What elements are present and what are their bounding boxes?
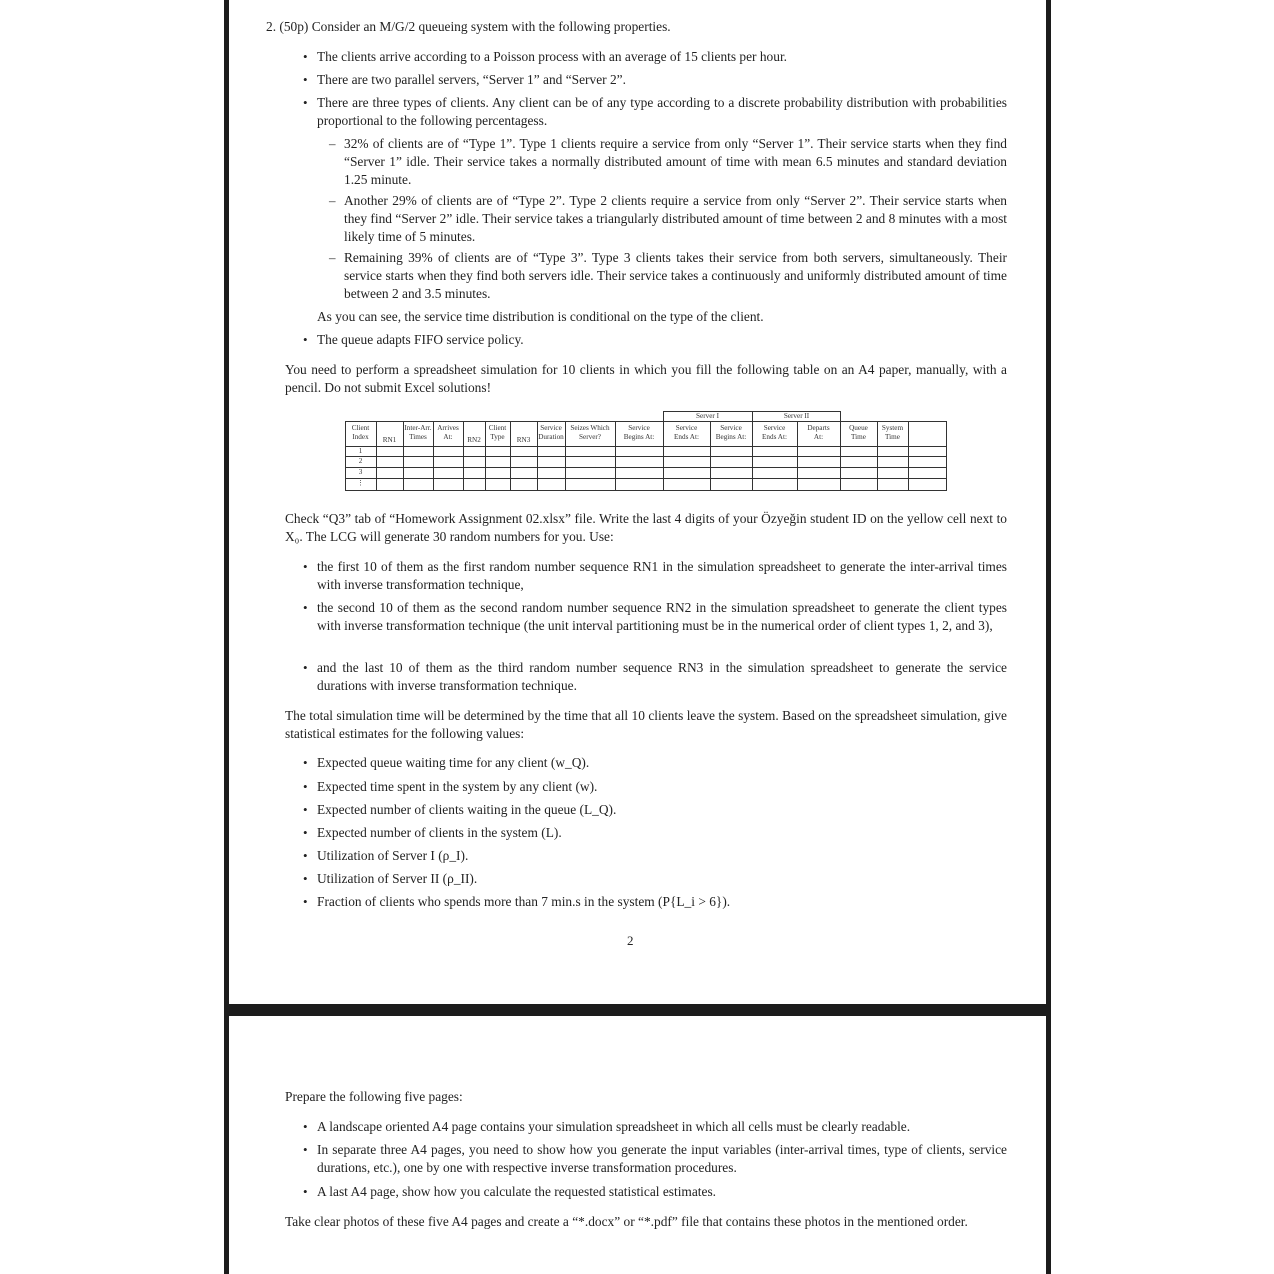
bullet-dot: • — [303, 1184, 308, 1199]
prepare-heading: Prepare the following five pages: — [285, 1089, 463, 1104]
column-header: Inter-Arr. Times — [404, 424, 432, 441]
bullet-fifo: The queue adapts FIFO service policy. — [317, 332, 524, 347]
row-index: 1 — [358, 447, 363, 455]
check-paragraph: Check “Q3” tab of “Homework Assignment 02.xlsx” file. Write the last 4 digits of your Özyeğin student ID on the yellow cell next to X₀. The LCG will generate 30 random numbers for you. Use: — [285, 511, 1007, 544]
use-rn2: the second 10 of them as the second random number sequence RN2 in the simulation spreadsheet to generate the client types with inverse transformation technique (the unit interval partitioning must be in the numerical order of client types 1, 2, and 3), — [317, 600, 1007, 633]
group-header-server2: Server II — [783, 412, 810, 420]
total-time-paragraph: The total simulation time will be determined by the time that all 10 clients leave the system. Based on the spreadsheet simulation, give statistical estimates for the following values: — [285, 708, 1007, 741]
column-header: Arrives At: — [437, 424, 459, 441]
column-header: Service Ends At: — [762, 424, 787, 441]
final-paragraph: Take clear photos of these five A4 pages and create a “*.docx” or “*.pdf” file that contains these photos in the mentioned order. — [285, 1214, 968, 1229]
sub-item-type3: Remaining 39% of clients are of “Type 3”. Type 3 clients takes their service from both servers, simultaneously. Their service starts when they find both servers idle. Their service takes a continuously and uniformly distributed amount of time between 2 and 3.5 minutes. — [344, 250, 1007, 301]
conditional-note: As you can see, the service time distribution is conditional on the type of the client. — [317, 309, 764, 324]
bullet-dot: • — [303, 1142, 308, 1157]
row-index: ⋮ — [356, 479, 365, 487]
row-index: 2 — [358, 457, 363, 465]
column-header: Client Type — [488, 424, 507, 441]
bullet-dot: • — [303, 600, 308, 615]
bullet-client-types: There are three types of clients. Any client can be of any type according to a discrete probability distribution with probabilities proportional to the following percentagess. — [317, 95, 1007, 128]
bullet-dot: • — [303, 660, 308, 675]
column-header: RN2 — [467, 436, 481, 444]
prepare-item-2: In separate three A4 pages, you need to show how you generate the input variables (inter-arrival times, type of clients, service durations, etc.), one by one with respective inverse transformation procedures. — [317, 1142, 1007, 1175]
simulation-table — [345, 411, 947, 491]
bullet-dot: • — [303, 755, 308, 770]
dash: – — [329, 136, 336, 151]
column-header: Service Duration — [538, 424, 564, 441]
column-header: Seizes Which Server? — [570, 424, 610, 441]
bullet-dot: • — [303, 894, 308, 909]
dash: – — [329, 250, 336, 265]
bullet-dot: • — [303, 871, 308, 886]
column-header: Departs At: — [807, 424, 830, 441]
bullet-dot: • — [303, 1119, 308, 1134]
estimate-l: Expected number of clients in the system (L). — [317, 825, 562, 840]
sub-item-type1: 32% of clients are of “Type 1”. Type 1 clients require a service from only “Server 1”. Their service starts when they find “Server 1” idle. Their service takes a normally distributed amount of time with mean 6.5 minutes and standard deviation 1.25 minute. — [344, 136, 1007, 187]
column-header: RN3 — [516, 436, 531, 444]
dash: – — [329, 193, 336, 208]
page-2 — [229, 1016, 1046, 1274]
column-header: Client Index — [351, 424, 370, 441]
bullet-dot: • — [303, 825, 308, 840]
page-number: 2 — [627, 933, 634, 948]
column-header: System Time — [881, 424, 904, 441]
bullet-dot: • — [303, 848, 308, 863]
estimate-w: Expected time spent in the system by any client (w). — [317, 779, 598, 794]
right-frame-bar — [1046, 0, 1051, 1274]
bullet-dot: • — [303, 49, 308, 64]
bullet-dot: • — [303, 95, 308, 110]
use-rn3: and the last 10 of them as the third random number sequence RN3 in the simulation spreadsheet to generate the service durations with inverse transformation technique. — [317, 660, 1007, 693]
estimate-wq: Expected queue waiting time for any client (w_Q). — [317, 755, 590, 770]
bullet-dot: • — [303, 332, 308, 347]
spreadsheet-paragraph: You need to perform a spreadsheet simulation for 10 clients in which you fill the following table on an A4 paper, manually, with a pencil. Do not submit Excel solutions! — [285, 362, 1007, 395]
bullet-dot: • — [303, 72, 308, 87]
page-separator — [224, 1004, 1051, 1016]
page-1 — [229, 0, 1046, 1004]
column-header: Service Ends At: — [674, 424, 699, 441]
group-header-server1: Server I — [696, 412, 719, 420]
estimate-rho2: Utilization of Server II (ρ_II). — [317, 871, 478, 886]
column-header: Service Begins At: — [715, 424, 747, 441]
estimate-fraction: Fraction of clients who spends more than 7 min.s in the system (P{L_i > 6}). — [317, 894, 731, 909]
question-heading: 2. (50p) Consider an M/G/2 queueing system with the following properties. — [266, 19, 671, 34]
estimate-rho1: Utilization of Server I (ρ_I). — [317, 848, 469, 863]
prepare-item-3: A last A4 page, show how you calculate the requested statistical estimates. — [317, 1184, 717, 1199]
column-header: Queue Time — [849, 424, 868, 441]
row-index: 3 — [358, 468, 363, 476]
bullet-arrival: The clients arrive according to a Poisson process with an average of 15 clients per hour. — [317, 49, 788, 64]
prepare-item-1: A landscape oriented A4 page contains your simulation spreadsheet in which all cells must be clearly readable. — [317, 1119, 911, 1134]
column-header: RN1 — [382, 436, 397, 444]
column-header: Service Begins At: — [623, 424, 655, 441]
sub-item-type2: Another 29% of clients are of “Type 2”. Type 2 clients require a service from only “Server 2”. Their service starts when they find “Server 2” idle. Their service takes a triangularly distributed amount of time between 2 and 8 minutes with a most likely time of 5 minutes. — [344, 193, 1007, 244]
use-rn1: the first 10 of them as the first random number sequence RN1 in the simulation spreadsheet to generate the inter-arrival times with inverse transformation technique, — [317, 559, 1007, 592]
bullet-dot: • — [303, 559, 308, 574]
bullet-dot: • — [303, 779, 308, 794]
bullet-servers: There are two parallel servers, “Server 1” and “Server 2”. — [317, 72, 626, 87]
bullet-dot: • — [303, 802, 308, 817]
estimate-lq: Expected number of clients waiting in the queue (L_Q). — [317, 802, 617, 817]
